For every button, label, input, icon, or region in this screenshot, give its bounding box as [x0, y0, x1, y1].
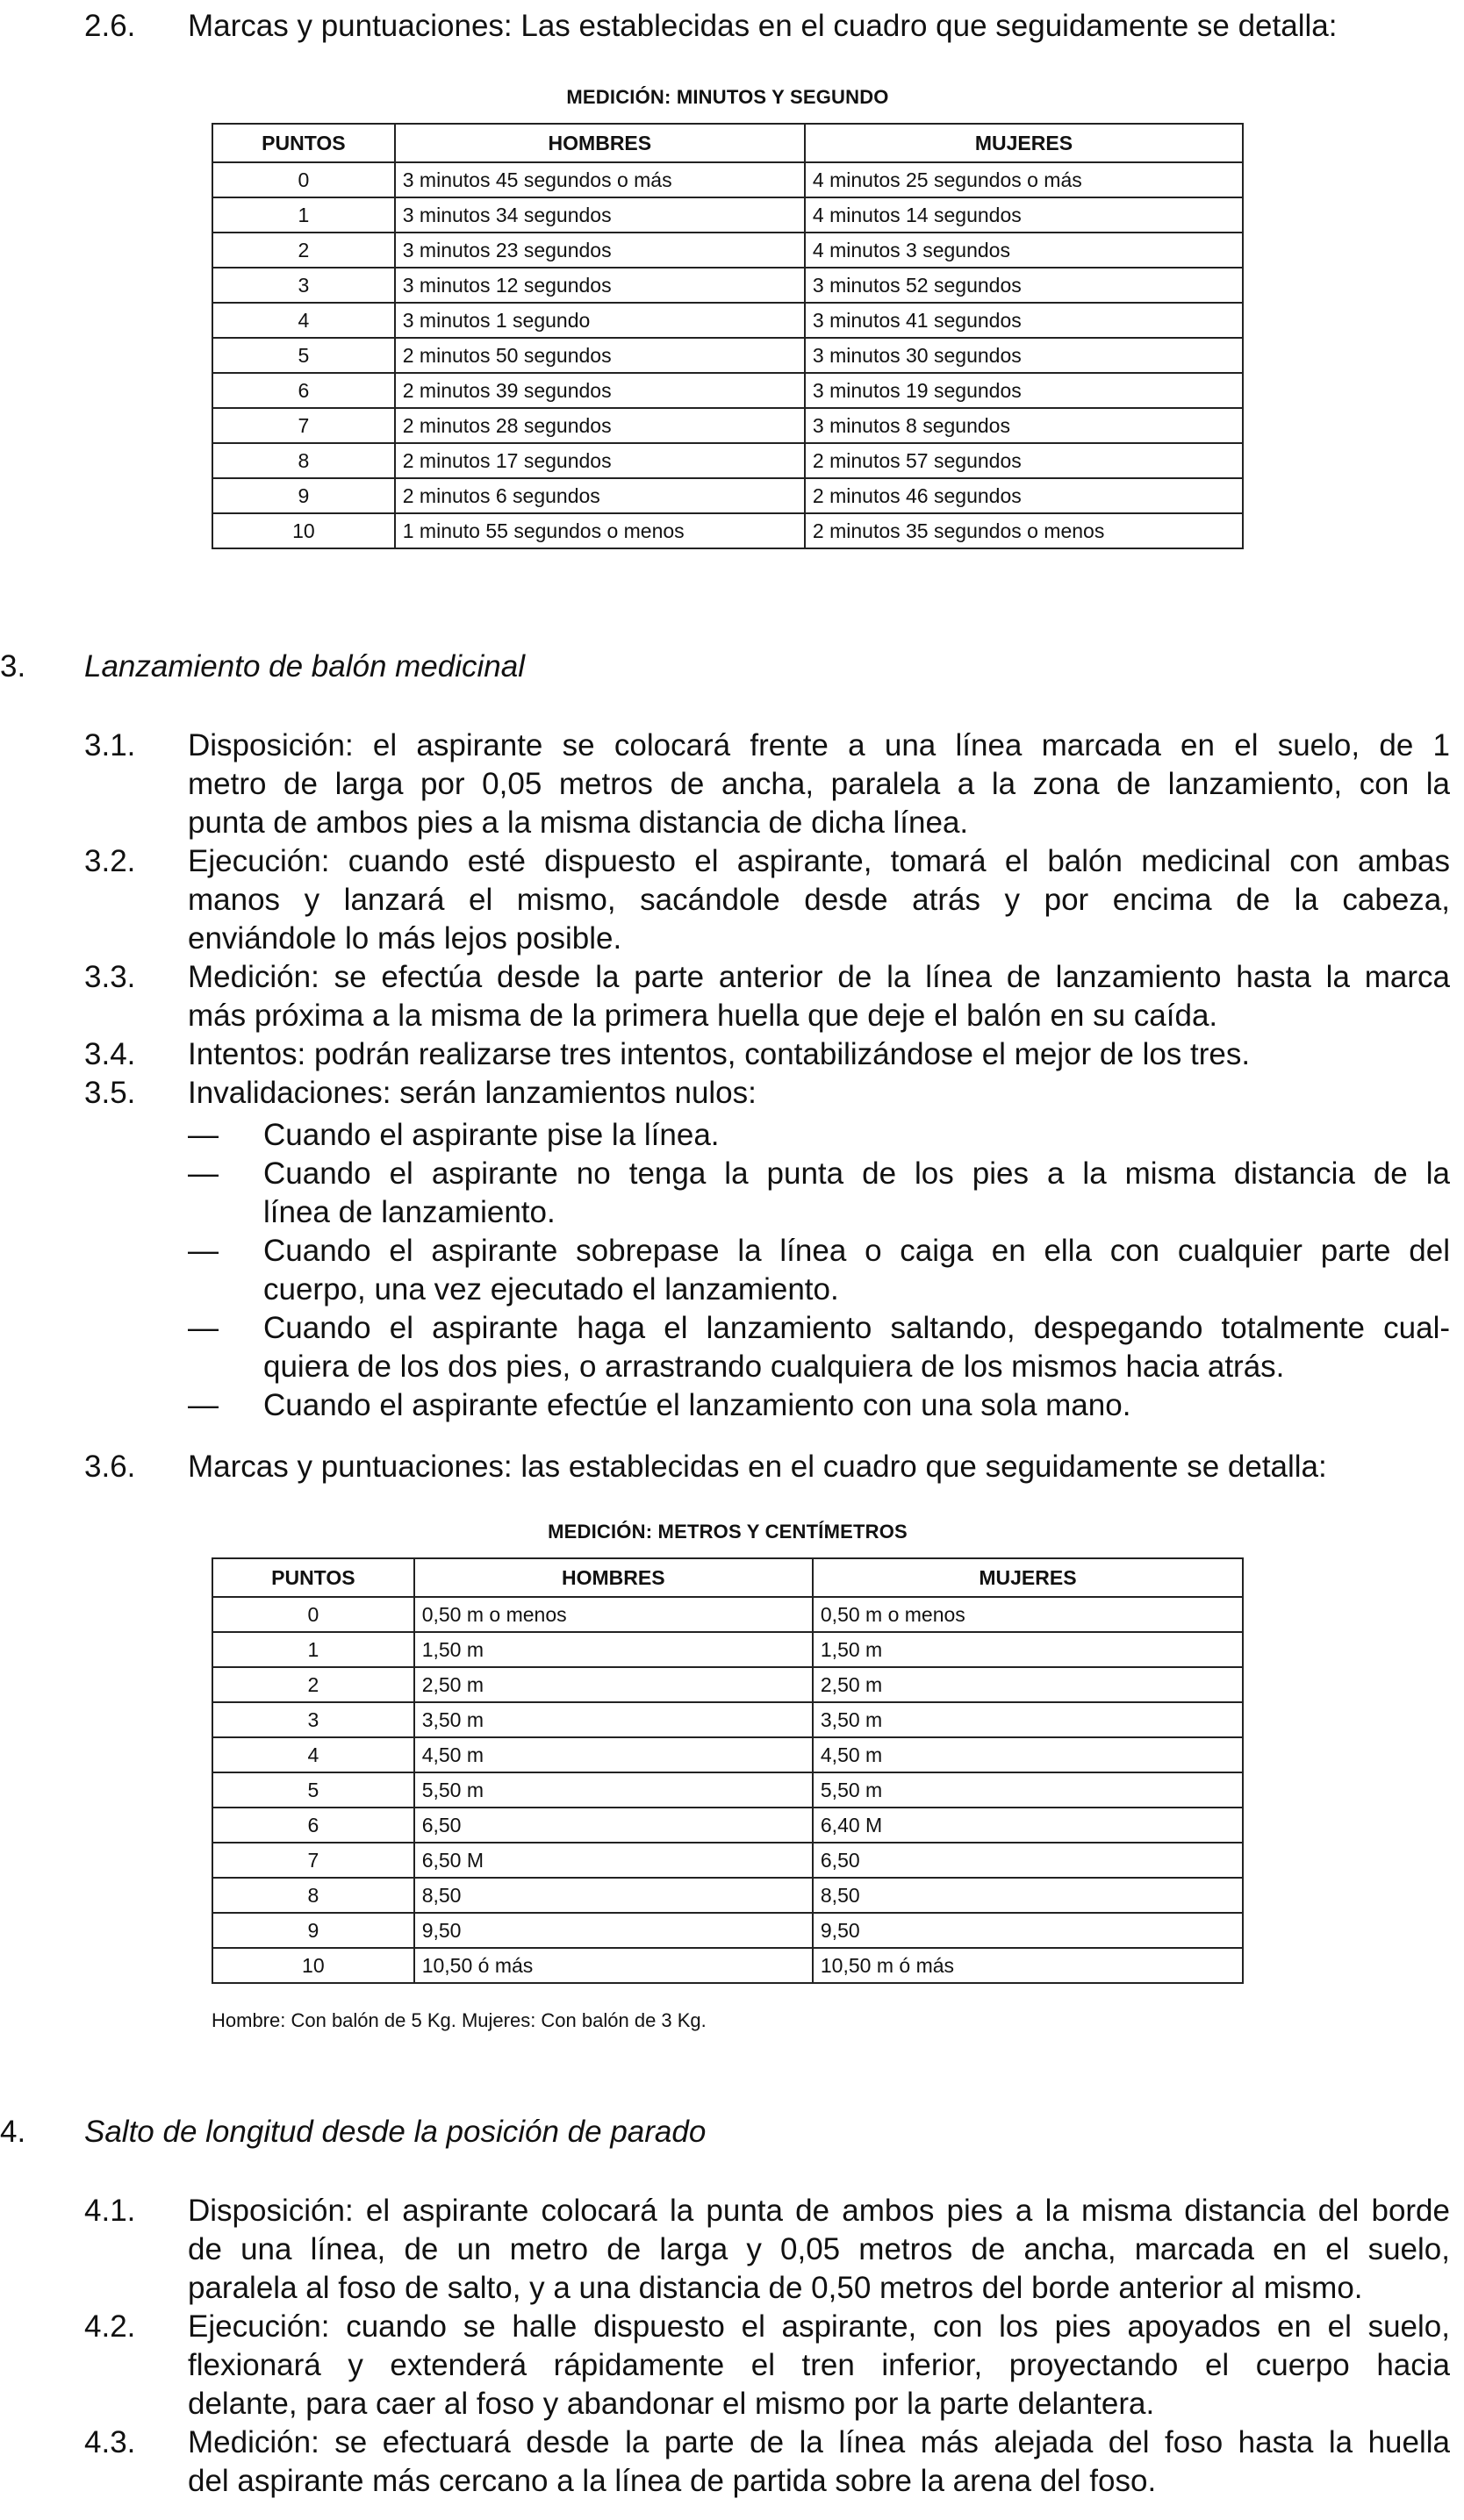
table1-header-hombres: HOMBRES: [395, 124, 805, 162]
table-cell: 1: [212, 1632, 414, 1667]
table1: [212, 123, 1244, 549]
item-4-3-line-1: Medición: se efectuará desde la parte de la línea más alejada del foso hasta la huella: [188, 2425, 1450, 2459]
bullet-1-line-1: Cuando el aspirante pise la línea.: [263, 1118, 720, 1152]
section-3-number: 3.: [0, 649, 26, 684]
item-4-1-line-1: Disposición: el aspirante colocará la punta de ambos pies a la misma distancia del borde: [188, 2194, 1450, 2228]
table-cell: 0: [212, 1597, 414, 1632]
item-3-1-line-2: metro de larga por 0,05 metros de ancha, paralela a la zona de lanzamiento, con la: [188, 767, 1450, 801]
table-cell: 6: [212, 1808, 414, 1843]
table-cell: 8,50: [414, 1878, 813, 1913]
section-4-title: Salto de longitud desde la posición de parado: [84, 2115, 707, 2149]
table-row: [212, 373, 1243, 408]
table-row: [212, 233, 1243, 268]
table-cell: 6,50: [414, 1808, 813, 1843]
table-cell: 3,50 m: [813, 1702, 1243, 1737]
table-cell: 3: [212, 1702, 414, 1737]
table-cell: 3 minutos 45 segundos o más: [395, 162, 805, 197]
table-cell: 3 minutos 1 segundo: [395, 303, 805, 338]
item-3-2-line-3: enviándole lo más lejos posible.: [188, 921, 622, 956]
item-3-1-line-1: Disposición: el aspirante se colocará frente a una línea marcada en el suelo, de 1: [188, 728, 1450, 762]
table2-note: Hombre: Con balón de 5 Kg. Mujeres: Con balón de 3 Kg.: [212, 2009, 707, 2031]
table1-header-mujeres: MUJERES: [805, 124, 1243, 162]
table1-header-puntos: PUNTOS: [212, 124, 395, 162]
section-3-title: Lanzamiento de balón medicinal: [84, 649, 525, 684]
table-cell: 2 minutos 50 segundos: [395, 338, 805, 373]
table-cell: 0: [212, 162, 395, 197]
bullet-3-line-2: cuerpo, una vez ejecutado el lanzamiento.: [263, 1272, 839, 1307]
table-cell: 10,50 ó más: [414, 1948, 813, 1983]
table2: [212, 1557, 1244, 1984]
table-cell: 3 minutos 30 segundos: [805, 338, 1243, 373]
table-cell: 10,50 m ó más: [813, 1948, 1243, 1983]
table-cell: 7: [212, 408, 395, 443]
table-cell: 2 minutos 46 segundos: [805, 478, 1243, 513]
table-row: [212, 1913, 1243, 1948]
table-cell: 9: [212, 478, 395, 513]
table-cell: 9,50: [813, 1913, 1243, 1948]
item-4-1-line-3: paralela al foso de salto, y a una distancia de 0,50 metros del borde anterior al mismo.: [188, 2271, 1363, 2305]
bullet-2-line-2: línea de lanzamiento.: [263, 1195, 556, 1229]
item-4-2-line-2: flexionará y extenderá rápidamente el tren inferior, proyectando el cuerpo hacia: [188, 2348, 1450, 2382]
dash-bullet: —: [188, 1118, 219, 1152]
table-cell: 3 minutos 8 segundos: [805, 408, 1243, 443]
table-row: [212, 1632, 1243, 1667]
bullet-3-line-1: Cuando el aspirante sobrepase la línea o caiga en ella con cualquier parte del: [263, 1234, 1450, 1268]
item-number-3-1: 3.1.: [84, 728, 136, 762]
table-cell: 4 minutos 14 segundos: [805, 197, 1243, 233]
item-3-1-line-3: punta de ambos pies a la misma distancia de dicha línea.: [188, 805, 969, 840]
table-cell: 1,50 m: [813, 1632, 1243, 1667]
table-cell: 2 minutos 35 segundos o menos: [805, 513, 1243, 548]
table-row: [212, 1878, 1243, 1913]
item-text-2-6: Marcas y puntuaciones: Las establecidas en el cuadro que seguidamente se detalla:: [188, 9, 1338, 43]
dash-bullet: —: [188, 1234, 219, 1268]
table-cell: 8: [212, 1878, 414, 1913]
table-cell: 8,50: [813, 1878, 1243, 1913]
item-number-4-3: 4.3.: [84, 2425, 136, 2459]
item-4-1-line-2: de una línea, de un metro de larga y 0,05 metros de ancha, marcada en el suelo,: [188, 2232, 1450, 2266]
table-cell: 4 minutos 25 segundos o más: [805, 162, 1243, 197]
table-cell: 3,50 m: [414, 1702, 813, 1737]
table-cell: 5,50 m: [414, 1772, 813, 1808]
table-cell: 7: [212, 1843, 414, 1878]
bullet-4-line-2: quiera de los dos pies, o arrastrando cualquiera de los mismos hacia atrás.: [263, 1349, 1285, 1384]
table-cell: 4,50 m: [414, 1737, 813, 1772]
table-cell: 6,50 M: [414, 1843, 813, 1878]
table-row: [212, 1808, 1243, 1843]
item-number-3-2: 3.2.: [84, 844, 136, 878]
table-cell: 6,40 M: [813, 1808, 1243, 1843]
section-4-number: 4.: [0, 2115, 26, 2149]
table-cell: 1 minuto 55 segundos o menos: [395, 513, 805, 548]
table-cell: 2 minutos 39 segundos: [395, 373, 805, 408]
item-3-5-line-1: Invalidaciones: serán lanzamientos nulos:: [188, 1076, 757, 1110]
dash-bullet: —: [188, 1156, 219, 1191]
item-number-4-1: 4.1.: [84, 2194, 136, 2228]
table-cell: 9: [212, 1913, 414, 1948]
table1-header-row: [212, 124, 1243, 162]
item-number-2-6: 2.6.: [84, 9, 136, 43]
item-3-4-line-1: Intentos: podrán realizarse tres intentos, contabilizándose el mejor de los tres.: [188, 1037, 1251, 1071]
table-row: [212, 268, 1243, 303]
table-cell: 3 minutos 12 segundos: [395, 268, 805, 303]
table-cell: 2,50 m: [813, 1667, 1243, 1702]
table1-caption: MEDICIÓN: MINUTOS Y SEGUNDO: [566, 86, 889, 108]
table-cell: 3 minutos 41 segundos: [805, 303, 1243, 338]
item-text-3-6: Marcas y puntuaciones: las establecidas en el cuadro que seguidamente se detalla:: [188, 1450, 1327, 1484]
table-row: [212, 338, 1243, 373]
dash-bullet: —: [188, 1388, 219, 1422]
table-cell: 3 minutos 52 segundos: [805, 268, 1243, 303]
table-cell: 2,50 m: [414, 1667, 813, 1702]
table-cell: 1: [212, 197, 395, 233]
table-cell: 2 minutos 17 segundos: [395, 443, 805, 478]
item-4-2-line-3: delante, para caer al foso y abandonar el mismo por la parte delantera.: [188, 2387, 1155, 2421]
table-row: [212, 1948, 1243, 1983]
table-cell: 6: [212, 373, 395, 408]
table2-header-puntos: PUNTOS: [212, 1558, 414, 1597]
table-cell: 2 minutos 28 segundos: [395, 408, 805, 443]
item-3-2-line-2: manos y lanzará el mismo, sacándole desde atrás y por encima de la cabeza,: [188, 883, 1450, 917]
table-row: [212, 443, 1243, 478]
item-number-3-3: 3.3.: [84, 960, 136, 994]
table-row: [212, 1667, 1243, 1702]
table-cell: 4: [212, 303, 395, 338]
bullet-4-line-1: Cuando el aspirante haga el lanzamiento saltando, despegando totalmente cual-: [263, 1311, 1450, 1345]
table-cell: 3 minutos 23 segundos: [395, 233, 805, 268]
item-number-3-6: 3.6.: [84, 1450, 136, 1484]
table-cell: 1,50 m: [414, 1632, 813, 1667]
table2-caption: MEDICIÓN: METROS Y CENTÍMETROS: [548, 1521, 908, 1543]
item-3-2-line-1: Ejecución: cuando esté dispuesto el aspirante, tomará el balón medicinal con ambas: [188, 844, 1450, 878]
table-cell: 2 minutos 57 segundos: [805, 443, 1243, 478]
item-3-3-line-2: más próxima a la misma de la primera huella que deje el balón en su caída.: [188, 999, 1218, 1033]
table-cell: 5: [212, 1772, 414, 1808]
table-cell: 0,50 m o menos: [813, 1597, 1243, 1632]
table-cell: 10: [212, 1948, 414, 1983]
item-number-3-4: 3.4.: [84, 1037, 136, 1071]
table-row: [212, 162, 1243, 197]
table-cell: 5: [212, 338, 395, 373]
table-cell: 3 minutos 34 segundos: [395, 197, 805, 233]
bullet-5-line-1: Cuando el aspirante efectúe el lanzamiento con una sola mano.: [263, 1388, 1131, 1422]
table-row: [212, 1597, 1243, 1632]
item-number-3-5: 3.5.: [84, 1076, 136, 1110]
dash-bullet: —: [188, 1311, 219, 1345]
item-4-2-line-1: Ejecución: cuando se halle dispuesto el aspirante, con los pies apoyados en el suelo,: [188, 2309, 1450, 2344]
table-row: [212, 513, 1243, 548]
table-cell: 2: [212, 1667, 414, 1702]
table2-header-hombres: HOMBRES: [414, 1558, 813, 1597]
table-cell: 10: [212, 513, 395, 548]
table-row: [212, 1702, 1243, 1737]
table2-header-mujeres: MUJERES: [813, 1558, 1243, 1597]
table-cell: 2 minutos 6 segundos: [395, 478, 805, 513]
table-row: [212, 1772, 1243, 1808]
table-cell: 4: [212, 1737, 414, 1772]
table-cell: 5,50 m: [813, 1772, 1243, 1808]
table-cell: 3: [212, 268, 395, 303]
table-cell: 4 minutos 3 segundos: [805, 233, 1243, 268]
table2-header-row: [212, 1558, 1243, 1597]
table-cell: 0,50 m o menos: [414, 1597, 813, 1632]
item-3-3-line-1: Medición: se efectúa desde la parte anterior de la línea de lanzamiento hasta la marca: [188, 960, 1450, 994]
table-cell: 4,50 m: [813, 1737, 1243, 1772]
table-row: [212, 408, 1243, 443]
table-cell: 6,50: [813, 1843, 1243, 1878]
table-row: [212, 1737, 1243, 1772]
bullet-2-line-1: Cuando el aspirante no tenga la punta de los pies a la misma distancia de la: [263, 1156, 1450, 1191]
table-cell: 8: [212, 443, 395, 478]
table-row: [212, 303, 1243, 338]
table-cell: 3 minutos 19 segundos: [805, 373, 1243, 408]
item-number-4-2: 4.2.: [84, 2309, 136, 2344]
table-cell: 9,50: [414, 1913, 813, 1948]
item-4-3-line-2: del aspirante más cercano a la línea de partida sobre la arena del foso.: [188, 2464, 1157, 2498]
table-row: [212, 197, 1243, 233]
table-row: [212, 478, 1243, 513]
table-cell: 2: [212, 233, 395, 268]
table-row: [212, 1843, 1243, 1878]
